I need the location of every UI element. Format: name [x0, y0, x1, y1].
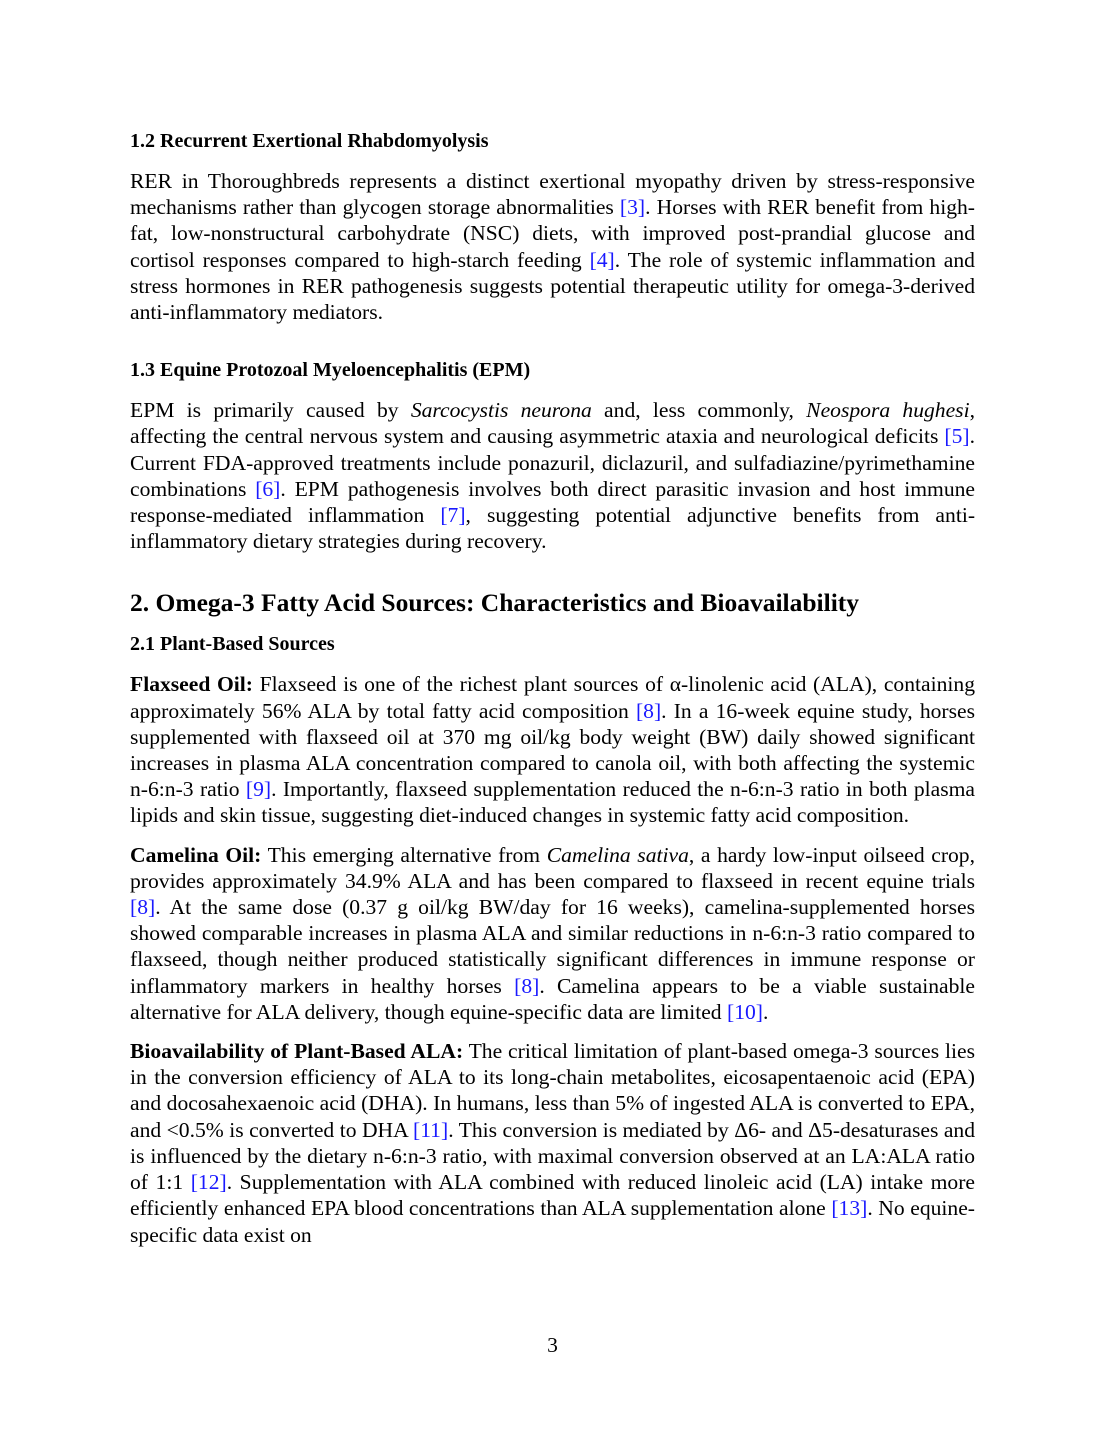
citation-link[interactable]: [5]: [944, 424, 970, 449]
paragraph-camelina: Camelina Oil: This emerging alternative from Camelina sativa, a hardy low-input oilseed crop, provides approximately 34.9% ALA and has been compared to flaxseed in recent equine trials [8]. At the same dose (0.37 g oil/kg BW/day for 16 weeks), camelina-supplemented horses showed comparable increases in plasma ALA and similar reductions in n-6:n-3 ratio compared to flaxseed, though neither produced statistically significant differences in immune response or inflammatory markers in healthy horses [8]. Camelina appears to be a viable sustainable alternative for ALA delivery, though equine-specific data are limited [10].: [130, 842, 975, 1024]
citation-link[interactable]: [6]: [255, 476, 281, 501]
citation-link[interactable]: [9]: [245, 777, 272, 802]
citation-link[interactable]: [8]: [514, 973, 540, 998]
citation-link[interactable]: [4]: [589, 247, 615, 272]
citation-link[interactable]: [10]: [727, 999, 763, 1024]
paragraph-flaxseed: Flaxseed Oil: Flaxseed is one of the richest plant sources of α-linolenic acid (ALA), containing approximately 56% ALA by total fatty acid composition [8]. In a 16-week equine study, horses supplemented with flaxseed oil at 370 mg oil/kg body weight (BW) daily showed significant increases in plasma ALA concentration compared to canola oil, with both affecting the systemic n-6:n-3 ratio [9]. Importantly, flaxseed supplementation reduced the n-6:n-3 ratio in both plasma lipids and skin tissue, suggesting diet-induced changes in systemic fatty acid composition.: [130, 672, 976, 828]
citation-link[interactable]: [8]: [130, 895, 156, 920]
citation-link[interactable]: [3]: [619, 195, 646, 220]
subsection-heading-1-2: 1.2 Recurrent Exertional Rhabdomyolysis: [130, 130, 489, 152]
citation-link[interactable]: [8]: [635, 698, 662, 723]
section-heading-2: 2. Omega-3 Fatty Acid Sources: Characteristics and Bioavailability: [130, 588, 860, 618]
citation-link[interactable]: [11]: [413, 1117, 449, 1142]
paragraph-bioavailability: Bioavailability of Plant-Based ALA: The critical limitation of plant-based omega-3 sources lies in the conversion efficiency of ALA to its long-chain metabolites, eicosapentaenoic acid (EPA) and docosahexaenoic acid (DHA). In humans, less than 5% of ingested ALA is converted to EPA, and <0.5% is converted to DHA [11]. This conversion is mediated by Δ6- and Δ5-desaturases and is influenced by the dietary n-6:n-3 ratio, with maximal conversion observed at an LA:ALA ratio of 1:1 [12]. Supplementation with ALA combined with reduced linoleic acid (LA) intake more efficiently enhanced EPA blood concentrations than ALA supplementation alone [13]. No equine-specific data exist on: [130, 1039, 975, 1247]
page-number: 3: [547, 1333, 558, 1357]
subsection-heading-2-1: 2.1 Plant-Based Sources: [130, 633, 335, 656]
subsection-heading-1-3: 1.3 Equine Protozoal Myeloencephalitis (EPM): [130, 359, 531, 382]
paragraph-rer: RER in Thoroughbreds represents a distinct exertional myopathy driven by stress-responsive mechanisms rather than glycogen storage abnormalities [3]. Horses with RER benefit from high-fat, low-nonstructural carbohydrate (NSC) diets, with improved post-prandial glucose and cortisol responses compared to high-starch feeding [4]. The role of systemic inflammation and stress hormones in RER pathogenesis suggests potential therapeutic utility for omega-3-derived anti-inflammatory mediators.: [130, 169, 975, 325]
citation-link[interactable]: [7]: [440, 503, 466, 528]
citation-link[interactable]: [13]: [831, 1196, 868, 1221]
paragraph-epm: EPM is primarily caused by Sarcocystis neurona and, less commonly, Neospora hughesi, affecting the central nervous system and causing asymmetric ataxia and neurological deficits [5]. Current FDA-approved treatments include ponazuril, diclazuril, and sulfadiazine/pyrimethamine combinations [6]. EPM pathogenesis involves both direct parasitic invasion and host immune response-mediated inflammation [7], suggesting potential adjunctive benefits from anti-inflammatory dietary strategies during recovery.: [130, 398, 976, 554]
document-page: [130, 128, 975, 1248]
citation-link[interactable]: [12]: [190, 1170, 227, 1195]
